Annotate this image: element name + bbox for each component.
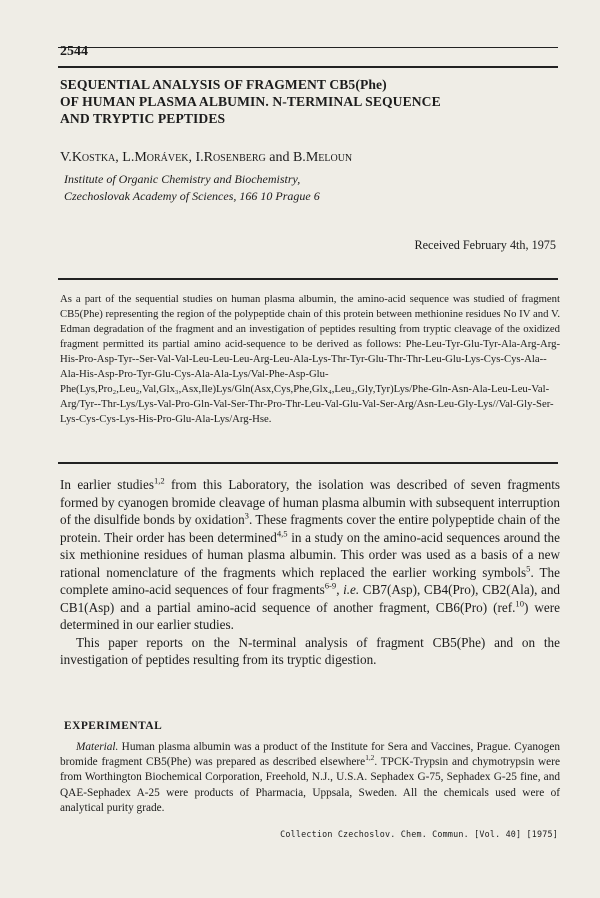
page-number: 2544 <box>60 44 88 59</box>
author-initial: L. <box>122 150 135 165</box>
citation: 4,5 <box>276 528 288 539</box>
section-heading: EXPERIMENTAL <box>64 720 163 732</box>
citation: 10 <box>515 598 524 609</box>
affiliation-line: Czechoslovak Academy of Sciences, 166 10 Prague 6 <box>64 189 320 203</box>
author-surname: Kostka <box>71 150 116 165</box>
body-text: . TPCK-Trypsin and chymotrypsin were from Worthington Biochemical Corporation, Freehold, N.J., U.S.A. Sephadex G-75, Sephadex G-25 fine, and QAE-Sephadex A-25 were products of Pharmacia, Uppsala, Sweden. All the chemicals used were of analytical purity grade. <box>60 756 560 814</box>
body-text-italic: i.e. <box>343 582 360 597</box>
journal-footer: Collection Czechoslov. Chem. Commun. [Vol. 40] [1975] <box>280 829 558 839</box>
body-text: . The complete amino-acid sequences of four fragments <box>60 564 560 597</box>
author-surname: Rosenberg <box>203 150 266 165</box>
body-paragraph <box>60 476 560 634</box>
abstract-rule-top <box>58 278 558 280</box>
paragraph-label: Material. <box>76 741 119 753</box>
author-initial: B. <box>292 150 306 165</box>
body-text: CB7(Asp), CB4(Pro), CB2(Ala), and CB1(Asp) and a partial amino-acid sequence of another fragment, CB6(Pro) (ref. <box>60 582 561 615</box>
title-line: SEQUENTIAL ANALYSIS OF FRAGMENT CB5(Phe) <box>60 77 387 92</box>
received-date: Received February 4th, 1975 <box>414 238 556 252</box>
article-body <box>60 476 560 669</box>
body-paragraph: This paper reports on the N-terminal analysis of fragment CB5(Phe) and on the investigation of peptides resulting from its tryptic digestion. <box>60 634 560 667</box>
experimental-paragraph <box>60 740 560 816</box>
citation: 5 <box>526 563 531 574</box>
body-text: Human plasma albumin was a product of the Institute for Sera and Vaccines, Prague. Cyanogen bromide fragment CB5(Phe) was prepared as described elsewhere <box>60 741 560 769</box>
author-surname: Meloun <box>305 150 353 165</box>
body-text: In earlier studies <box>60 477 154 492</box>
author-separator: , <box>188 150 196 165</box>
author-initial: V. <box>60 150 72 165</box>
author-initial: I. <box>195 150 204 165</box>
citation: 1,2 <box>153 475 165 486</box>
affiliation <box>64 171 320 205</box>
experimental-section <box>60 740 560 816</box>
citation: 3 <box>244 510 249 521</box>
abstract-rule-bottom <box>58 462 558 464</box>
abstract: As a part of the sequential studies on human plasma albumin, the amino-acid sequence was studied of fragment CB5(Phe) representing the region of the polypeptide chain of this protein between methionine residues No IV and V. Edman degradation of the fragment and an investigation of peptides resulting from tryptic cleavage of the oxidized fragment permitted its partial amino acid-sequence to be derived as follows: Phe-Leu-Tyr-Glu-Tyr-Ala-Arg-Arg-His-Pro-Asp-Tyr--Ser-Val-Val-Leu-Leu-Leu-Arg-Leu-Ala-Lys-Thr-Tyr-Glu-Thr-Thr-Leu-Glu-Lys-Cys-Cys-Ala--Ala-His-Asp-Pro-Tyr-Glu-Cys-Ala-Ala-Lys/Val-Phe-Asp-Glu-Phe(Lys,Pro₂,Leu₂,Val,Glx₃,Asx,Ile)Lys/Gln(Asx,Cys,Phe,Glx₄,Leu₂,Gly,Tyr)Lys/Phe-Gln-Asn-Ala-Leu-Leu-Val-Arg/Tyr--Thr-Lys/Lys-Val-Pro-Gln-Val-Ser-Thr-Pro-Thr-Leu-Val-Glu-Val-Ser-Arg/Asn-Leu-Gly-Lys//Val-Gly-Ser-Lys-Cys-Cys-Lys-His-Pro-Glu-Ala-Lys/Arg-Hse. <box>60 293 560 425</box>
author-separator: , <box>115 150 123 165</box>
citation: 6-9 <box>324 580 337 591</box>
body-text: in a study on the amino-acid sequences around the six methionine residues of human plasma albumin. This order was used as a basis of a new rational nomenclature of the fragments which replaced the earlier working symbols <box>60 529 560 580</box>
title-line: AND TRYPTIC PEPTIDES <box>60 111 226 126</box>
author-surname: Morávek <box>134 150 189 165</box>
citation: 1,2 <box>365 753 375 763</box>
body-text: ) were determined in our earlier studies. <box>60 599 560 632</box>
header-rule <box>58 66 558 68</box>
body-text: . These fragments cover the entire polypeptide chain of the protein. Their order has been determined <box>60 512 561 545</box>
body-text: from this Laboratory, the isolation was described of seven fragments formed by cyanogen bromide cleavage of human plasma albumin with subsequent interruption of the disulfide bonds by oxidation <box>60 477 560 527</box>
body-text: , <box>336 582 344 597</box>
title-line: OF HUMAN PLASMA ALBUMIN. N-TERMINAL SEQUENCE <box>60 94 441 109</box>
article-title <box>60 76 550 127</box>
author-list <box>60 150 352 166</box>
author-separator: and <box>265 150 293 165</box>
header-rule-top <box>58 47 558 48</box>
affiliation-line: Institute of Organic Chemistry and Biochemistry, <box>64 172 301 186</box>
